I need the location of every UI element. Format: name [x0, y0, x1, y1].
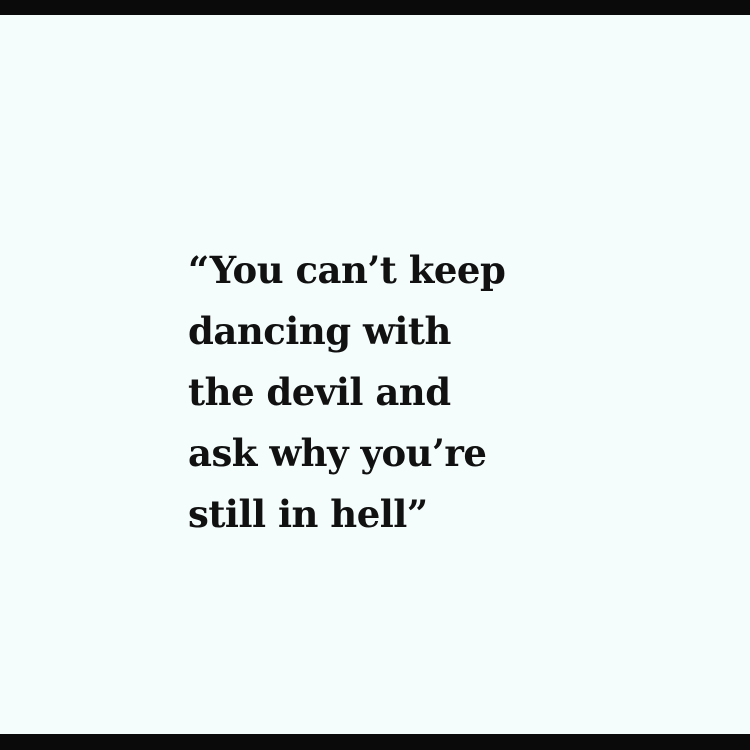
quote-text — [188, 240, 608, 545]
quote-line-3: the devil and — [188, 370, 451, 414]
bottom-border — [0, 734, 750, 750]
quote-line-1: “You can’t keep — [188, 248, 506, 292]
quote-line-4: ask why you’re — [188, 431, 487, 475]
quote-card — [0, 15, 750, 734]
quote-line-2: dancing with — [188, 309, 451, 353]
quote-line-5: still in hell” — [188, 492, 428, 536]
top-border — [0, 0, 750, 15]
